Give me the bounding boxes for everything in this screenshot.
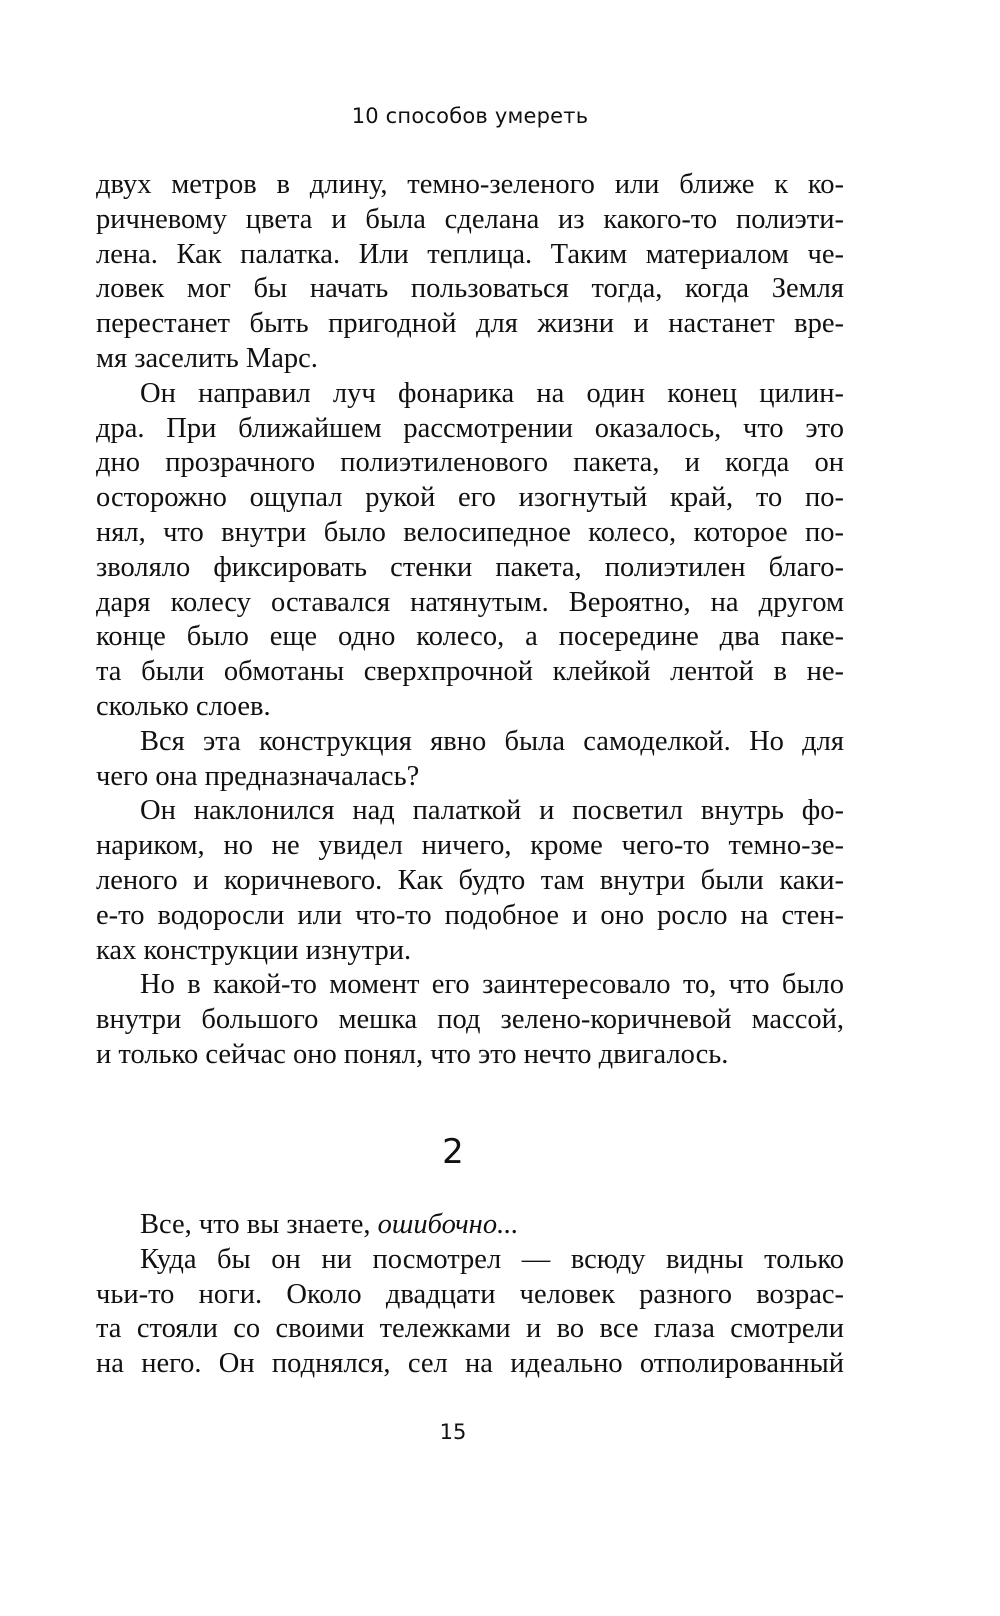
text-line: леного и коричневого. Как будто там внутри были каки-: [96, 864, 844, 896]
epigraph-italic: ошибочно...: [377, 1209, 519, 1240]
text-line: и только сейчас оно понял, что это нечто двигалось.: [96, 1038, 729, 1070]
epigraph: [96, 1208, 844, 1243]
text-line: зволяло фиксировать стенки пакета, полиэтилен благо-: [96, 551, 844, 583]
text-line: дно прозрачного полиэтиленового пакета, и когда он: [96, 447, 844, 479]
text-line: Куда бы он ни посмотрел — всюду видны только: [140, 1243, 844, 1275]
text-line: Но в какой-то момент его заинтересовало то, что было: [140, 969, 844, 1001]
text-line: нариком, но не увидел ничего, кроме чего-то темно-зе-: [96, 830, 844, 862]
text-line: на него. Он поднялся, сел на идеально отполированный: [96, 1348, 844, 1380]
text-line: осторожно ощупал рукой его изогнутый край, то по-: [96, 482, 844, 514]
text-line: Вся эта конструкция явно была самоделкой. Но для: [140, 725, 844, 757]
text-line: Он наклонился над палаткой и посветил внутрь фо-: [140, 795, 844, 827]
chapter-number: 2: [442, 1132, 464, 1172]
running-head: 10 способов умереть: [351, 104, 589, 128]
text-line: нял, что внутри было велосипедное колесо, которое по-: [96, 516, 844, 548]
text-line: е-то водоросли или что-то подобное и оно росло на стен-: [96, 899, 844, 931]
text-line: Он направил луч фонарика на один конец цилин-: [140, 377, 844, 409]
text-line: конце было еще одно колесо, а посередине два паке-: [96, 621, 844, 653]
body-text-part2: [96, 1208, 844, 1382]
text-line: внутри большого мешка под зелено-коричневой массой,: [96, 1004, 844, 1036]
part2-lines: [96, 1243, 844, 1382]
text-line: ках конструкции изнутри.: [96, 934, 412, 966]
text-line: чего она предназначалась?: [96, 760, 420, 792]
text-line: та были обмотаны сверхпрочной клейкой лентой в не-: [96, 656, 844, 688]
text-line: чьи-то ноги. Около двадцати человек разного возрас-: [96, 1278, 844, 1310]
text-line: та стояли со своими тележками и во все глаза смотрели: [96, 1313, 844, 1345]
body-text-part1: [96, 168, 844, 1073]
text-line: мя заселить Марс.: [96, 342, 318, 374]
text-line: лена. Как палатка. Или теплица. Таким материалом че-: [96, 238, 844, 270]
text-line: перестанет быть пригодной для жизни и настанет вре-: [96, 308, 844, 340]
text-line: даря колесу оставался натянутым. Вероятно, на другом: [96, 586, 844, 618]
text-line: дра. При ближайшем рассмотрении оказалось, что это: [96, 412, 844, 444]
text-line: сколько слоев.: [96, 690, 271, 722]
text-line: ловек мог бы начать пользоваться тогда, когда Земля: [96, 273, 844, 305]
text-line: двух метров в длину, темно-зеленого или ближе к ко-: [96, 169, 844, 200]
page-number: 15: [439, 1420, 467, 1444]
epigraph-plain: Все, что вы знаете,: [140, 1209, 378, 1240]
text-line: ричневому цвета и была сделана из какого-то полиэти-: [96, 203, 844, 235]
